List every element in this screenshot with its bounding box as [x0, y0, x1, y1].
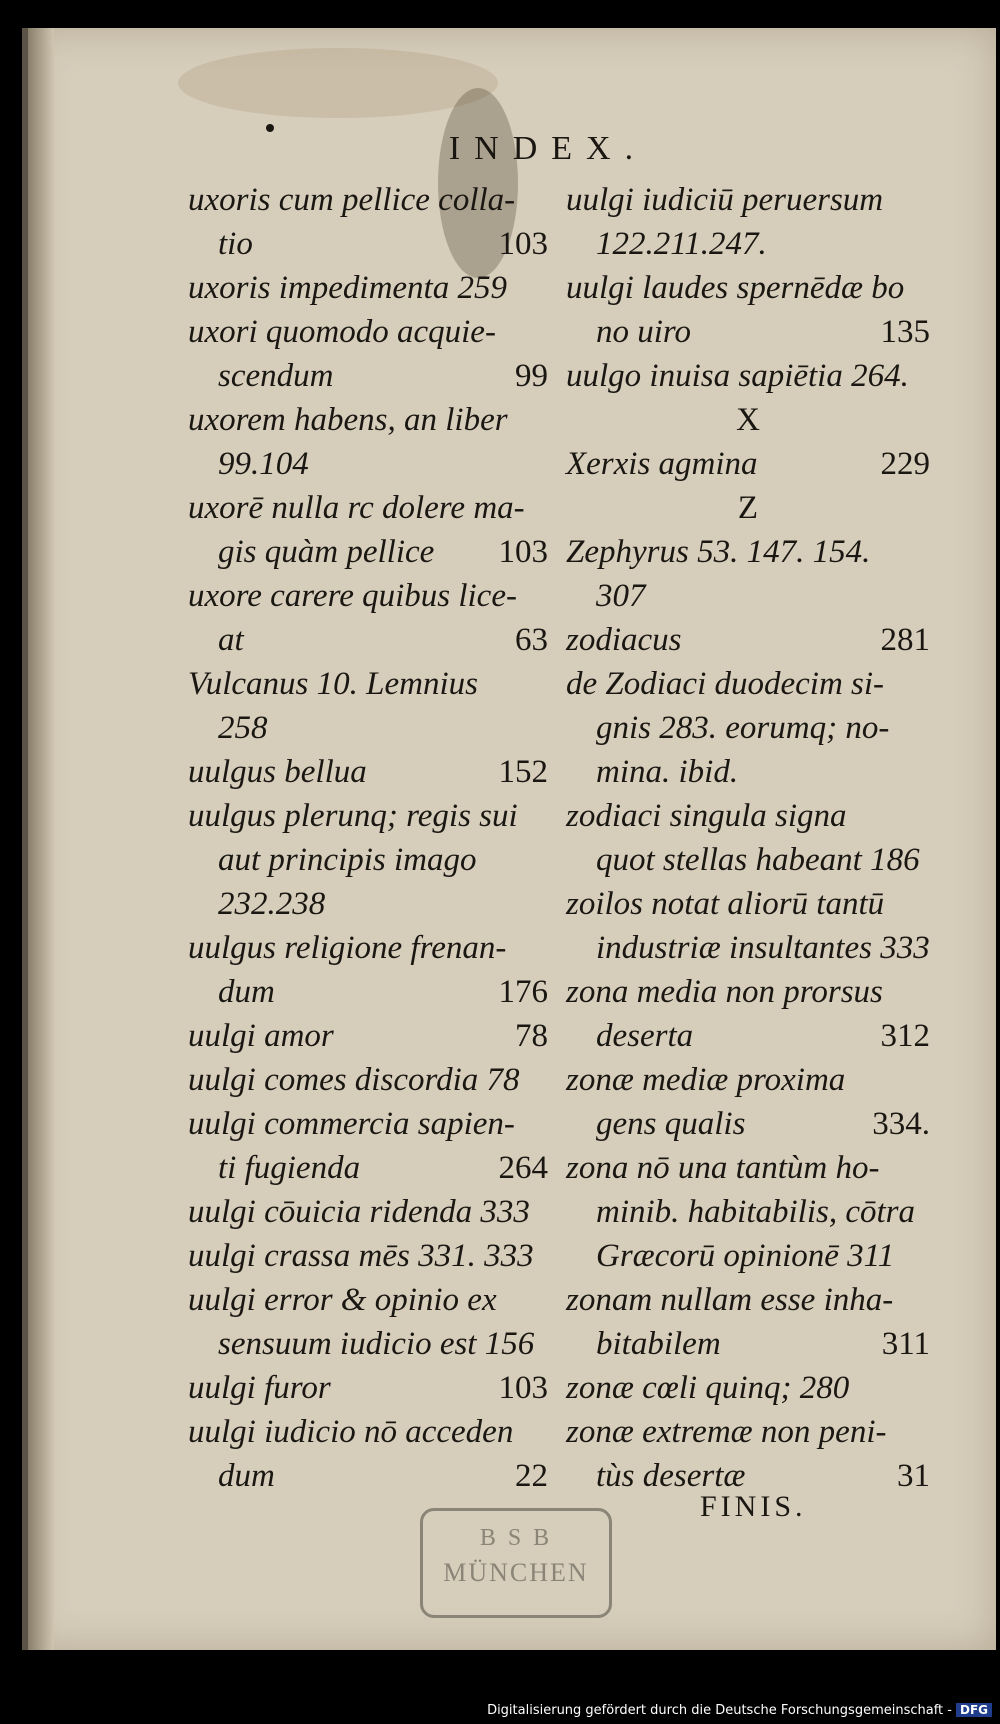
entry-text: uulgi iudicio nō acceden: [188, 1414, 514, 1450]
index-entry-line: [188, 1146, 548, 1190]
index-entry-line: [566, 222, 930, 266]
index-entry-line: [566, 838, 930, 882]
entry-text: Zephyrus 53. 147. 154.: [566, 534, 871, 570]
index-entry: [188, 1366, 548, 1410]
index-entry: [566, 266, 930, 354]
page-reference: 103: [498, 1370, 548, 1406]
index-entry-line: [566, 926, 930, 970]
index-entry-line: [566, 442, 930, 486]
index-entry-line: [566, 1366, 930, 1410]
index-entry-line: [188, 618, 548, 662]
finis-text: FINIS.: [700, 1490, 807, 1523]
entry-text: tùs desertæ: [596, 1458, 746, 1494]
entry-text: 232.238: [218, 886, 326, 922]
index-entry-line: [566, 354, 930, 398]
entry-text: Xerxis agmina: [566, 446, 758, 482]
entry-text: zona nō una tantùm ho-: [566, 1150, 880, 1186]
index-entry-line: [188, 1366, 548, 1410]
index-entry-line: [188, 486, 548, 530]
index-entry: [566, 442, 930, 486]
stamp-line-1: B S B: [479, 1525, 553, 1551]
index-entry-line: [566, 1278, 930, 1322]
entry-text: quot stellas habeant 186: [596, 842, 920, 878]
index-entry: [188, 1190, 548, 1234]
index-entry: [566, 178, 930, 266]
entry-text: zonæ cœli quinq; 280: [566, 1370, 850, 1406]
index-entry-line: [566, 750, 930, 794]
index-entry: [566, 530, 930, 618]
index-entry-line: [566, 794, 930, 838]
index-entry-line: [566, 882, 930, 926]
index-column-right: [566, 178, 930, 1498]
index-entry-line: [566, 178, 930, 222]
entry-text: sensuum iudicio est 156: [218, 1326, 535, 1362]
index-entry-line: [188, 354, 548, 398]
page-reference: 103: [498, 226, 548, 262]
index-entry-line: [188, 178, 548, 222]
entry-text: mina. ibid.: [596, 754, 739, 790]
entry-text: uulgi furor: [188, 1370, 331, 1406]
page-reference: 334.: [872, 1106, 930, 1142]
entry-text: uxorem habens, an liber: [188, 402, 508, 438]
page-reference: 103: [498, 534, 548, 570]
entry-text: zonam nullam esse inha-: [566, 1282, 894, 1318]
index-entry: [188, 310, 548, 398]
index-entry-line: [566, 530, 930, 574]
index-entry-line: [188, 222, 548, 266]
index-entry: [188, 1234, 548, 1278]
digitization-footer: [487, 1703, 992, 1718]
entry-text: 307: [596, 578, 646, 614]
entry-text: uulgi comes discordia 78: [188, 1062, 520, 1098]
entry-text: uulgi error & opinio ex: [188, 1282, 497, 1318]
entry-text: uulgus plerunq; regis sui: [188, 798, 518, 834]
index-entry: [566, 882, 930, 970]
index-entry-line: [566, 706, 930, 750]
index-entry-line: [566, 1102, 930, 1146]
index-entry-line: [566, 1058, 930, 1102]
index-entry-line: [566, 1322, 930, 1366]
entry-text: zodiaci singula signa: [566, 798, 847, 834]
index-entry-line: [188, 266, 548, 310]
index-entry: [188, 178, 548, 266]
index-entry-line: [188, 1234, 548, 1278]
footer-text: Digitalisierung gefördert durch die Deutsche Forschungsgemeinschaft -: [487, 1703, 952, 1718]
entry-text: uulgi iudiciū peruersum: [566, 182, 884, 218]
page-reference: 135: [880, 314, 930, 350]
index-entry-line: [188, 838, 548, 882]
index-entry-line: [566, 310, 930, 354]
entry-text: Græcorū opinionē 311: [596, 1238, 895, 1274]
entry-text: uxori quomodo acquie-: [188, 314, 496, 350]
water-stain: [178, 48, 498, 118]
entry-text: uxoris impedimenta 259: [188, 270, 507, 306]
index-entry-line: [566, 1234, 930, 1278]
index-entry: [566, 794, 930, 882]
entry-text: dum: [218, 974, 275, 1010]
entry-text: gis quàm pellice: [218, 534, 435, 570]
index-entry: [188, 750, 548, 794]
page-header: INDEX.: [448, 130, 648, 167]
entry-text: gnis 283. eorumq; no-: [596, 710, 890, 746]
index-entry-line: [188, 1454, 548, 1498]
entry-text: de Zodiaci duodecim si-: [566, 666, 885, 702]
section-letter: X: [736, 402, 760, 438]
page-reference: 312: [880, 1018, 930, 1054]
index-entry: [566, 618, 930, 662]
index-entry-line: [566, 574, 930, 618]
index-entry: [188, 662, 548, 750]
index-entry-line: [566, 266, 930, 310]
section-letter: Z: [737, 490, 759, 526]
index-entry: [188, 266, 548, 310]
index-column-left: [188, 178, 548, 1498]
entry-text: zodiacus: [566, 622, 682, 658]
index-entry-line: [188, 398, 548, 442]
entry-text: at: [218, 622, 244, 658]
entry-text: zona media non prorsus: [566, 974, 883, 1010]
index-entry-line: [566, 618, 930, 662]
index-entry-line: [188, 750, 548, 794]
index-entry: [566, 1366, 930, 1410]
dfg-logo-icon: DFG: [956, 1703, 992, 1717]
index-entry-line: [188, 1058, 548, 1102]
index-entry-line: [188, 442, 548, 486]
entry-text: uulgi crassa mēs 331. 333: [188, 1238, 534, 1274]
index-entry-line: [566, 1146, 930, 1190]
index-entry: [566, 1410, 930, 1498]
page-reference: 281: [880, 622, 930, 658]
entry-text: tio: [218, 226, 253, 262]
index-entry-line: [188, 1102, 548, 1146]
stamp-line-2: MÜNCHEN: [443, 1558, 589, 1587]
entry-text: gens qualis: [596, 1106, 746, 1142]
entry-text: zonæ extremæ non peni-: [566, 1414, 887, 1450]
page-reference: 99: [515, 358, 548, 394]
index-entry-line: [188, 970, 548, 1014]
index-entry: [188, 1014, 548, 1058]
index-entry: [566, 970, 930, 1058]
index-entry-line: [566, 970, 930, 1014]
entry-text: dum: [218, 1458, 275, 1494]
entry-text: uulgi cōuicia ridenda 333: [188, 1194, 530, 1230]
entry-text: minib. habitabilis, cōtra: [596, 1194, 916, 1230]
index-entry: [566, 354, 930, 398]
index-entry-line: [188, 706, 548, 750]
entry-text: uulgi commercia sapien-: [188, 1106, 515, 1142]
page-reference: 63: [515, 622, 548, 658]
page-reference: 264: [498, 1150, 548, 1186]
index-entry: [566, 1278, 930, 1366]
entry-text: uulgus bellua: [188, 754, 367, 790]
entry-text: uxore carere quibus lice-: [188, 578, 517, 614]
index-entry: [188, 486, 548, 574]
page-reference: 22: [515, 1458, 548, 1494]
page-reference: 176: [498, 974, 548, 1010]
index-entry-line: [188, 530, 548, 574]
entry-text: uxorē nulla rc dolere ma-: [188, 490, 525, 526]
index-entry-line: [188, 310, 548, 354]
index-entry: [566, 1146, 930, 1278]
entry-text: bitabilem: [596, 1326, 721, 1362]
index-entry: [188, 794, 548, 926]
entry-text: industriæ insultantes 333: [596, 930, 930, 966]
index-entry-line: [566, 1190, 930, 1234]
index-entry-line: [188, 1410, 548, 1454]
index-entry-line: [188, 662, 548, 706]
page-reference: 152: [498, 754, 548, 790]
index-entry-line: [188, 1278, 548, 1322]
index-entry-line: [188, 1014, 548, 1058]
index-entry-line: [188, 574, 548, 618]
entry-text: uulgi amor: [188, 1018, 334, 1054]
entry-text: deserta: [596, 1018, 694, 1054]
entry-text: uxoris cum pellice colla-: [188, 182, 516, 218]
index-entry-line: [566, 662, 930, 706]
entry-text: uulgus religione frenan-: [188, 930, 507, 966]
page-reference: 229: [880, 446, 930, 482]
index-entry: [566, 662, 930, 794]
entry-text: no uiro: [596, 314, 692, 350]
index-entry-line: [566, 1014, 930, 1058]
entry-text: uulgo inuisa sapiētia 264.: [566, 358, 909, 394]
entry-text: 122.211.247.: [596, 226, 767, 262]
entry-text: aut principis imago: [218, 842, 477, 878]
ornament-dot: [266, 124, 274, 132]
index-entry-line: [566, 1410, 930, 1454]
index-entry-line: [188, 1190, 548, 1234]
index-entry-line: [188, 882, 548, 926]
index-entry: [188, 1102, 548, 1190]
index-entry-line: [188, 926, 548, 970]
index-entry-line: [188, 794, 548, 838]
entry-text: ti fugienda: [218, 1150, 361, 1186]
index-entry-line: [188, 1322, 548, 1366]
page-reference: 78: [515, 1018, 548, 1054]
entry-text: 99.104: [218, 446, 309, 482]
page-reference: 311: [881, 1326, 930, 1362]
index-entry: [188, 1410, 548, 1498]
entry-text: 258: [218, 710, 268, 746]
library-stamp: [420, 1508, 612, 1618]
entry-text: zonæ mediæ proxima: [566, 1062, 846, 1098]
index-entry: [188, 574, 548, 662]
index-entry: [188, 398, 548, 486]
index-entry: [188, 1058, 548, 1102]
entry-text: zoilos notat aliorū tantū: [566, 886, 885, 922]
index-entry: [566, 1058, 930, 1146]
index-entry: [188, 926, 548, 1014]
page-reference: 31: [897, 1458, 930, 1494]
entry-text: uulgi laudes spernēdæ bo: [566, 270, 905, 306]
index-entry: [188, 1278, 548, 1366]
entry-text: Vulcanus 10. Lemnius: [188, 666, 478, 702]
entry-text: scendum: [218, 358, 334, 394]
